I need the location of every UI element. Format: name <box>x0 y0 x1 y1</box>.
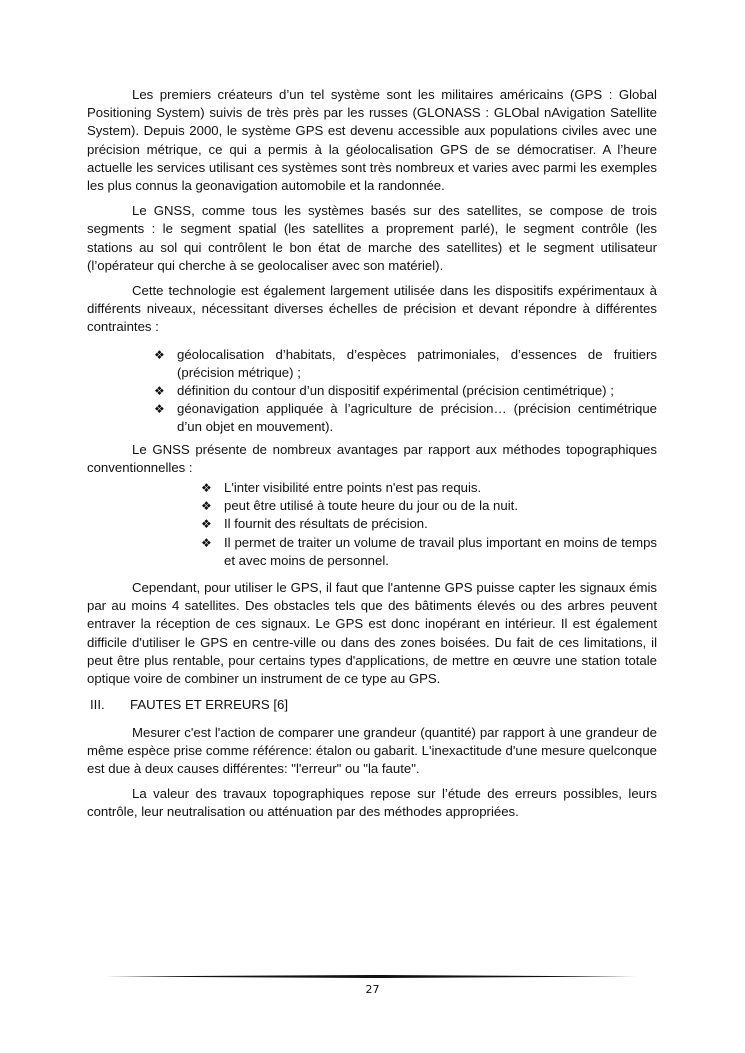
footer-divider <box>105 975 643 978</box>
diamond-bullet-icon: ❖ <box>154 402 165 417</box>
list-item: ❖ Il fournit des résultats de précision. <box>224 515 657 533</box>
list-item: ❖ peut être utilisé à toute heure du jour ou de la nuit. <box>224 497 657 515</box>
section-title: FAUTES ET ERREURS [6] <box>130 697 289 713</box>
diamond-bullet-icon: ❖ <box>201 481 212 496</box>
list-item: ❖ géolocalisation d’habitats, d’espèces patrimoniales, d’essences de fruitiers (précision métrique) ; <box>154 346 657 380</box>
list-item: ❖ Il permet de traiter un volume de travail plus important en moins de temps et avec moins de personnel. <box>201 534 657 568</box>
section-number: III. <box>90 697 105 713</box>
advantages-list <box>201 479 657 570</box>
diamond-bullet-icon: ❖ <box>201 499 212 514</box>
diamond-bullet-icon: ❖ <box>154 384 165 399</box>
paragraph-gps-history: Les premiers créateurs d’un tel système sont les militaires américains (GPS : Global Positioning System) suivis de très près par les russes (GLONASS : GLObal nAvigation Satellite System). Depuis 2000, le système GPS est devenu accessible aux populations civiles avec une précision métrique, ce qui a permis à la géolocalisation GPS de se démocratiser. A l’heure actuelle les services utilisant ces systèmes sont très nombreux et varies avec parmi les exemples les plus connus la geonavigation automobile et la randonnée. <box>87 87 657 194</box>
diamond-bullet-icon: ❖ <box>154 347 165 362</box>
paragraph-gnss-segments: Le GNSS, comme tous les systèmes basés sur des satellites, se compose de trois segments : le segment spatial (les satellites a proprement parlé), le segment contrôle (les stations au sol qui contrôlent le bon état de marche des satellites) et le segment utilisateur (l’opérateur qui cherche à se geolocaliser avec son matériel). <box>87 203 657 273</box>
section-heading <box>87 696 657 714</box>
list-item: ❖ L'inter visibilité entre points n'est pas requis. <box>224 479 657 497</box>
list-item: ❖ définition du contour d’un dispositif expérimental (précision centimétrique) ; <box>177 382 657 400</box>
uses-list <box>154 346 657 437</box>
paragraph-uses-intro: Cette technologie est également largement utilisée dans les dispositifs expérimentaux à différents niveaux, nécessitant diverses échelles de précision et devant répondre à différentes contraintes : <box>87 283 657 335</box>
diamond-bullet-icon: ❖ <box>201 535 212 550</box>
page-body <box>87 86 657 829</box>
list-item: ❖ géonavigation appliquée à l’agriculture de précision… (précision centimétrique d’un objet en mouvement). <box>154 401 657 435</box>
paragraph-topographic-value: La valeur des travaux topographiques repose sur l’étude des erreurs possibles, leurs contrôle, leur neutralisation ou atténuation par des méthodes appropriées. <box>87 786 657 820</box>
paragraph-advantages-intro: Le GNSS présente de nombreux avantages par rapport aux méthodes topographiques conventionnelles : <box>87 441 657 475</box>
paragraph-measure-definition: Mesurer c'est l'action de comparer une grandeur (quantité) par rapport à une grandeur de même espèce prise comme référence: étalon ou gabarit. L'inexactitude d'une mesure quelconque est due à deux causes différentes: "l'erreur" ou "la faute". <box>87 724 657 776</box>
paragraph-gps-limitations: Cependant, pour utiliser le GPS, il faut que l'antenne GPS puisse capter les signaux émis par au moins 4 satellites. Des obstacles tels que des bâtiments élevés ou des arbres peuvent entraver la réception de ces signaux. Le GPS est donc inopérant en intérieur. Il est également difficile d'utiliser le GPS en centre-ville ou dans des zones boisées. Du fait de ces limitations, il peut être plus rentable, pour certains types d'applications, de mettre en œuvre une station totale optique voire de combiner un instrument de ce type au GPS. <box>87 580 657 687</box>
diamond-bullet-icon: ❖ <box>201 517 212 532</box>
page-number: 27 <box>365 983 380 996</box>
